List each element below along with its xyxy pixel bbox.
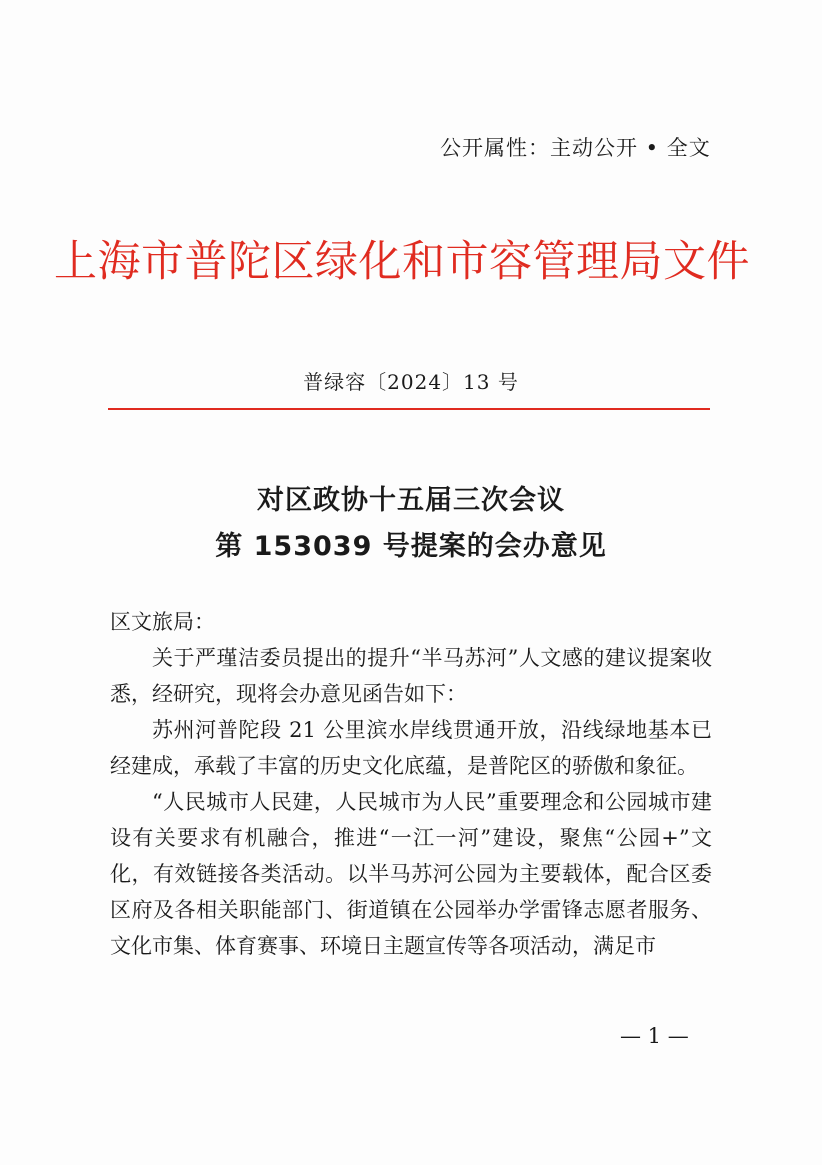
title-line-2: 第 153039 号提案的会办意见 <box>215 531 607 562</box>
document-title <box>0 478 822 570</box>
title-line-1: 对区政协十五届三次会议 <box>257 485 565 516</box>
page-number: — 1 — <box>620 1024 689 1048</box>
body-paragraph-2: 苏州河普陀段 21 公里滨水岸线贯通开放，沿线绿地基本已经建成，承载了丰富的历史文化底蕴，是普陀区的骄傲和象征。 <box>110 718 712 778</box>
red-separator-line <box>108 408 710 410</box>
salutation: 区文旅局： <box>110 610 215 634</box>
document-body <box>110 604 712 964</box>
body-paragraph-1: 关于严瑾洁委员提出的提升“半马苏河”人文感的建议提案收悉，经研究，现将会办意见函告如下： <box>110 646 712 706</box>
issuing-authority-header: 上海市普陀区绿化和市容管理局文件 <box>54 237 750 287</box>
disclosure-attribute: 公开属性：主动公开 • 全文 <box>440 136 711 160</box>
body-paragraph-3: “人民城市人民建，人民城市为人民”重要理念和公园城市建设有关要求有机融合，推进“一江一河”建设，聚焦“公园+”文化，有效链接各类活动。以半马苏河公园为主要载体，配合区委区府及各相关职能部门、街道镇在公园举办学雷锋志愿者服务、文化市集、体育赛事、环境日主题宣传等各项活动，满足市 <box>110 790 712 958</box>
document-number: 普绿容〔2024〕13 号 <box>303 370 519 394</box>
